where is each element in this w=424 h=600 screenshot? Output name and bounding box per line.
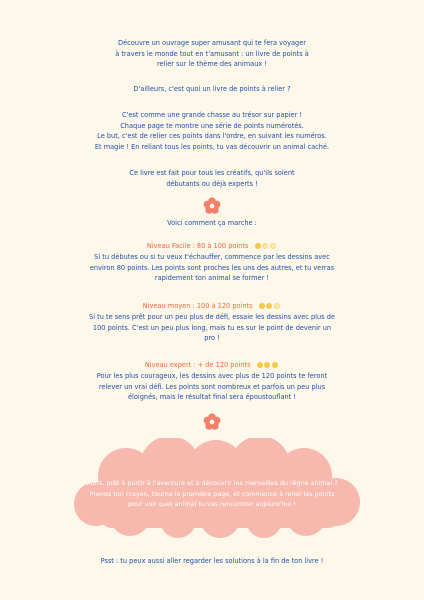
flower-icon <box>203 413 221 431</box>
how-it-works-heading: Voici comment ça marche : <box>167 219 257 227</box>
explanation-line: C'est comme une grande chasse au trésor sur papier ! <box>121 111 303 119</box>
level-expert-paragraph <box>40 371 384 403</box>
flower-icon <box>203 197 221 215</box>
cloud-line: pour voir quel animal tu vas rencontrer aujourd'hui ! <box>127 500 296 509</box>
cloud-line: Prends ton crayon, tourne la première page, et commence à relier les points <box>89 489 335 498</box>
level-medium-paragraph <box>40 312 384 344</box>
level-easy-line: Si tu débutes ou si tu veux t'échauffer, commence par les dessins avec <box>94 253 330 261</box>
cloud-message <box>80 478 344 510</box>
level-expert-line: Pour les plus courageux, les dessins avec plus de 120 points te feront <box>96 372 328 380</box>
audience-line: débutants ou déjà experts ! <box>166 179 258 188</box>
rating-dot-icon <box>264 362 270 368</box>
ps-note: Psst : tu peux aussi aller regarder les solutions à la fin de ton livre ! <box>100 557 324 565</box>
explanation-line: Chaque page te montre une série de points numérotés. <box>120 121 304 130</box>
level-easy-line: rapidement ton animal se former ! <box>154 274 270 283</box>
rating-dot-icon <box>259 303 265 309</box>
intro-line: à travers le monde tout en t'amusant : un livre de points à <box>115 49 309 58</box>
level-easy-line: environ 80 points. Les points sont proches les uns des autres, et tu verras <box>89 263 335 272</box>
intro-line: Découvre un ouvrage super amusant qui te fera voyager <box>118 39 306 47</box>
explanation-line: Et magie ! En reliant tous les points, tu vas découvrir un animal caché. <box>94 142 330 151</box>
rating-dot-icon <box>255 243 261 249</box>
rating-dot-icon <box>262 243 268 249</box>
level-expert-line: relever un vrai défi. Les points sont nombreux et parfois un peu plus <box>98 382 326 391</box>
rating-dot-icon <box>270 243 276 249</box>
question-line: D'ailleurs, c'est quoi un livre de points à relier ? <box>133 85 291 93</box>
rating-dot-icon <box>274 303 280 309</box>
level-medium-line: pro ! <box>204 334 220 343</box>
level-medium-title: Niveau moyen : 100 à 120 points <box>142 302 253 310</box>
intro-paragraph <box>40 38 384 70</box>
level-easy-title: Niveau Facile : 80 à 100 points <box>146 242 249 250</box>
rating-dot-icon <box>272 362 278 368</box>
level-expert-line: éloignés, mais le résultat final sera époustouflant ! <box>127 393 297 402</box>
rating-dots <box>255 241 278 251</box>
level-medium-line: Si tu te sens prêt pour un peu plus de défi, essaie les dessins avec plus de <box>89 313 335 321</box>
rating-dot-icon <box>257 362 263 368</box>
audience-paragraph <box>40 168 384 189</box>
level-medium-line: 100 points. C'est un peu plus long, mais tu es sur le point de devenir un <box>92 323 332 332</box>
level-expert-title-row <box>40 360 384 370</box>
level-medium-title-row <box>40 301 384 311</box>
audience-line: Ce livre est fait pour tous les créatifs, qu'ils soient <box>129 169 295 177</box>
rating-dots <box>257 360 280 370</box>
level-easy-title-row <box>40 241 384 251</box>
rating-dots <box>259 301 282 311</box>
cloud-line: Alors, prêt à partir à l'aventure et à découvrir les merveilles du règne animal ? <box>86 479 338 487</box>
level-expert-title: Niveau expert : + de 120 points <box>144 361 251 369</box>
explanation-line: Le but, c'est de relier ces points dans l'ordre, en suivant les numéros. <box>97 132 327 141</box>
rating-dot-icon <box>266 303 272 309</box>
explanation-paragraph <box>40 110 384 152</box>
level-easy-paragraph <box>40 252 384 284</box>
intro-line: relier sur le thème des animaux ! <box>156 60 268 69</box>
